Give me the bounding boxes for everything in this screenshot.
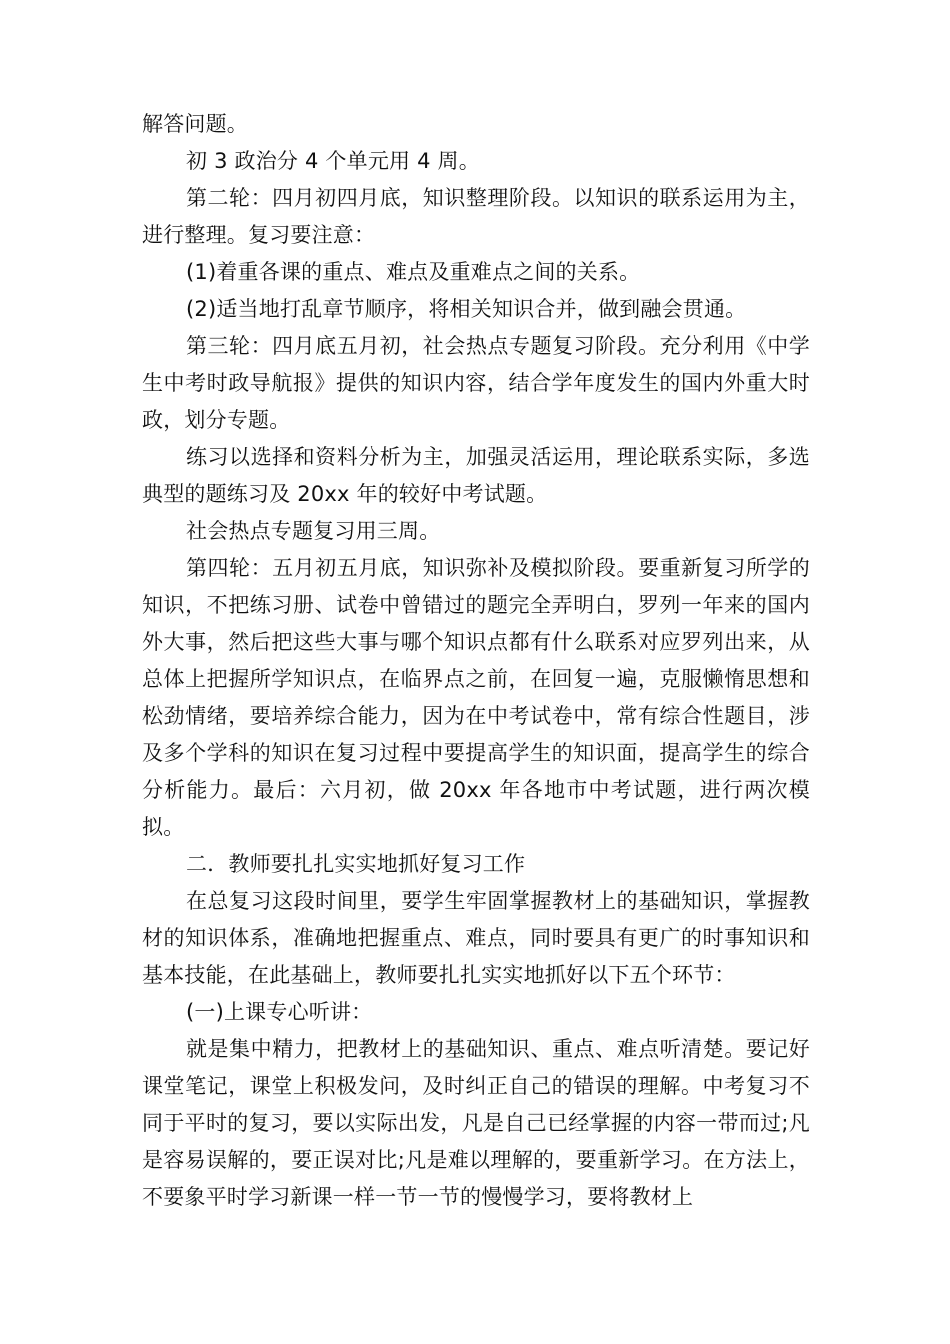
paragraph: 第二轮：四月初四月底，知识整理阶段。以知识的联系运用为主，进行整理。复习要注意： — [142, 186, 810, 247]
subsection-heading: (一)上课专心听讲： — [186, 1000, 373, 1024]
paragraph: 初 3 政治分 4 个单元用 4 周。 — [186, 149, 480, 173]
section-heading: 二．教师要扎扎实实地抓好复习工作 — [186, 852, 526, 876]
list-item: (2)适当地打乱章节顺序，将相关知识合并，做到融会贯通。 — [186, 297, 747, 321]
paragraph: 在总复习这段时间里，要学生牢固掌握教材上的基础知识，掌握教材的知识体系，准确地把握重点、难点，同时要具有更广的时事知识和基本技能，在此基础上，教师要扎扎实实地抓好以下五个环节： — [142, 889, 810, 987]
list-item: (1)着重各课的重点、难点及重难点之间的关系。 — [186, 260, 641, 284]
paragraph-continuation: 解答问题。 — [142, 112, 248, 136]
paragraph: 练习以选择和资料分析为主，加强灵活运用，理论联系实际，多选典型的题练习及 20xx 年的较好中考试题。 — [142, 445, 810, 506]
paragraph: 社会热点专题复习用三周。 — [186, 519, 441, 543]
paragraph: 就是集中精力，把教材上的基础知识、重点、难点听清楚。要记好课堂笔记，课堂上积极发问，及时纠正自己的错误的理解。中考复习不同于平时的复习，要以实际出发，凡是自己已经掌握的内容一带而过;凡是容易误解的，要正误对比;凡是难以理解的，要重新学习。在方法上，不要象平时学习新课一样一节一节的慢慢学习，要将教材上 — [142, 1037, 810, 1209]
paragraph: 第四轮：五月初五月底，知识弥补及模拟阶段。要重新复习所学的知识，不把练习册、试卷中曾错过的题完全弄明白，罗列一年来的国内外大事，然后把这些大事与哪个知识点都有什么联系对应罗列出来，从总体上把握所学知识点，在临界点之前，在回复一遍，克服懒惰思想和松劲情绪，要培养综合能力，因为在中考试卷中，常有综合性题目，涉及多个学科的知识在复习过程中要提高学生的知识面，提高学生的综合分析能力。最后：六月初，做 20xx 年各地市中考试题，进行两次模拟。 — [142, 556, 810, 839]
document-body — [142, 106, 810, 1216]
paragraph: 第三轮：四月底五月初，社会热点专题复习阶段。充分利用《中学生中考时政导航报》提供的知识内容，结合学年度发生的国内外重大时政，划分专题。 — [142, 334, 810, 432]
